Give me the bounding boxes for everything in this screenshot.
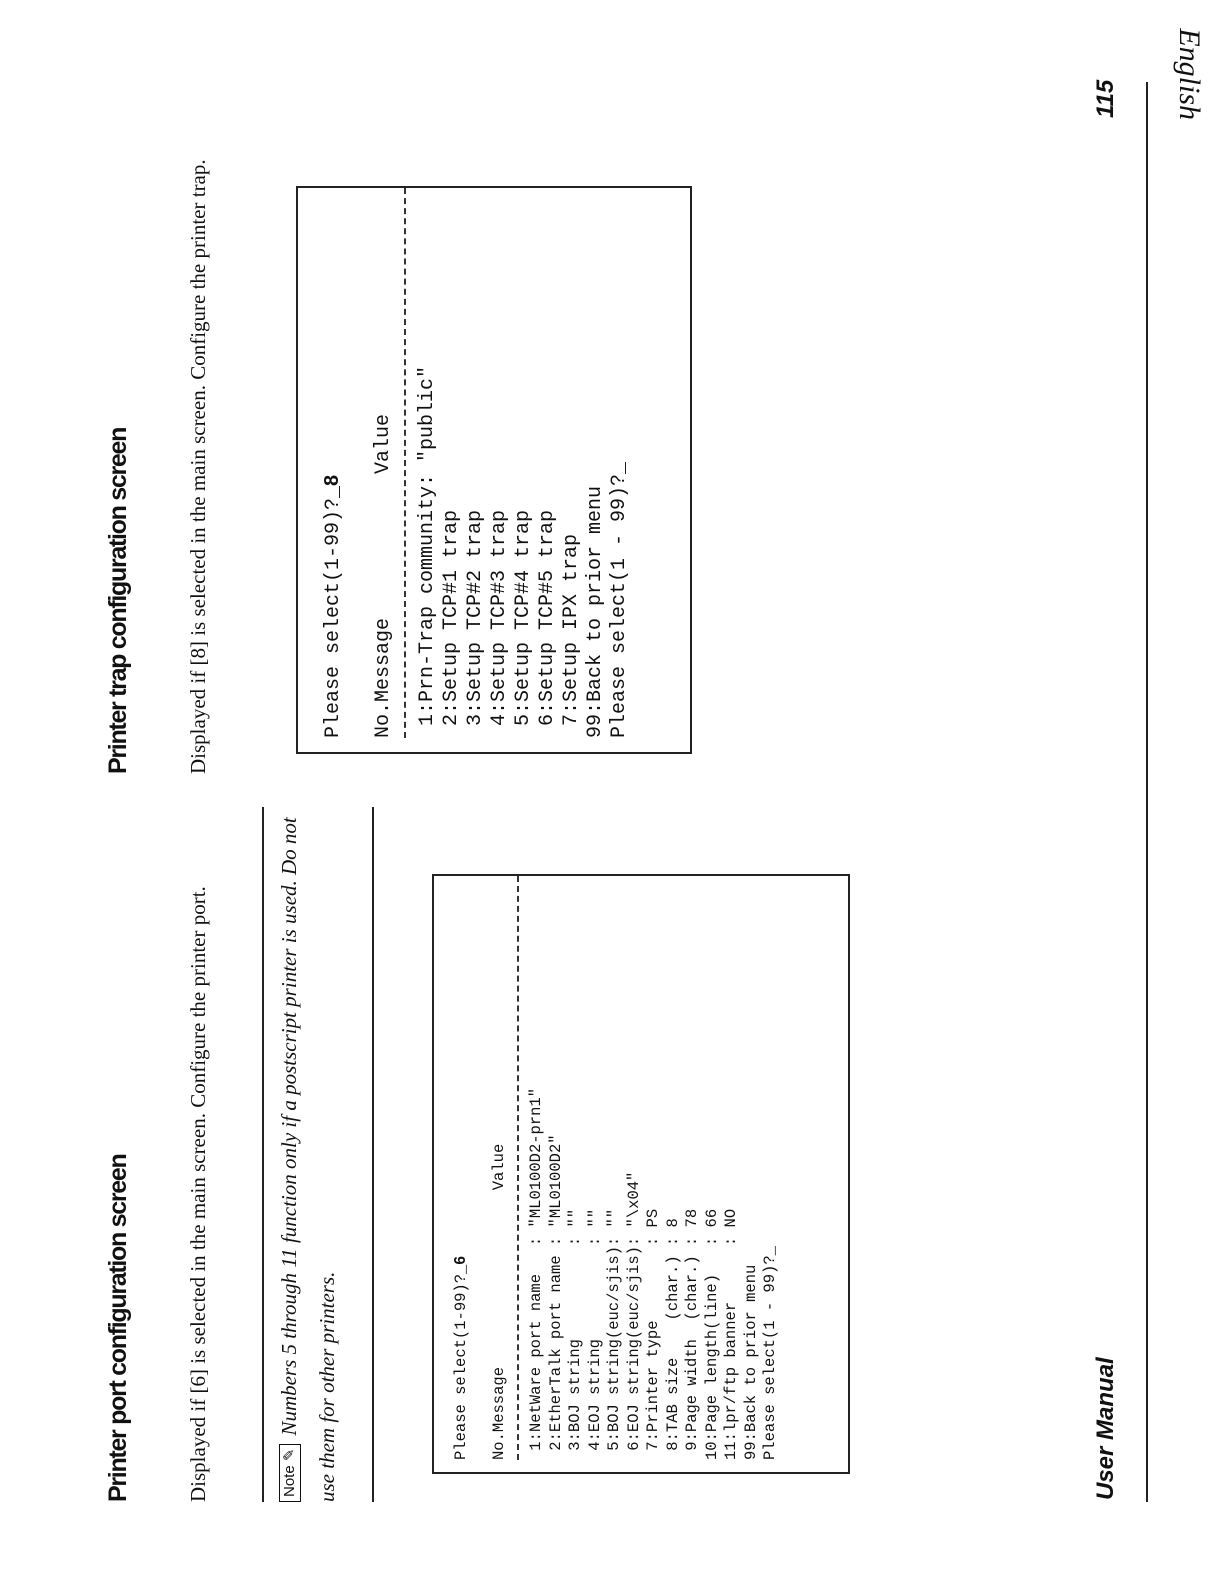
terminal-row: 5:Setup TCP#4 trap bbox=[512, 509, 535, 738]
right-section-heading: Printer trap configuration screen bbox=[104, 427, 132, 774]
terminal-row: 1:NetWare port name : "ML0100D2-prn1" bbox=[527, 1087, 545, 1460]
prompt-text: Please select(1-99)?_ bbox=[322, 485, 345, 738]
footer-rule bbox=[1146, 82, 1148, 1502]
terminal-row: 99:Back to prior menu bbox=[584, 485, 607, 738]
right-section-intro: Displayed if [8] is selected in the main screen. Configure the printer trap. bbox=[186, 159, 210, 774]
note-badge-label: Note bbox=[281, 1465, 298, 1497]
terminal-row: 7:Setup IPX trap bbox=[560, 533, 583, 738]
terminal-row: 99:Back to prior menu bbox=[741, 1264, 760, 1460]
prompt-input: 8 bbox=[321, 474, 343, 486]
terminal-row: 6:Setup TCP#5 trap bbox=[536, 509, 559, 738]
left-section-intro: Displayed if [6] is selected in the main screen. Configure the printer port. bbox=[186, 886, 210, 1502]
prompt-input: 6 bbox=[452, 1256, 469, 1265]
terminal-prompt bbox=[320, 188, 346, 738]
terminal-row: 2:Setup TCP#1 trap bbox=[440, 509, 463, 738]
printer-port-terminal-screen bbox=[432, 874, 850, 1474]
terminal-row: 4:EOJ string : "" bbox=[585, 1208, 604, 1460]
terminal-column-header: No.Message Value bbox=[489, 1143, 508, 1460]
terminal-row: 10:Page length(line) : 66 bbox=[702, 1208, 721, 1460]
terminal-row: 3:Setup TCP#2 trap bbox=[464, 509, 487, 738]
note-badge: Note ✎ bbox=[279, 1444, 301, 1502]
terminal-row: 4:Setup TCP#3 trap bbox=[488, 509, 511, 738]
terminal-row: 2:EtherTalk port name : "ML0100D2" bbox=[546, 1134, 565, 1460]
footer-page-number: 115 bbox=[1092, 79, 1119, 118]
language-tab-label: English bbox=[1173, 28, 1206, 120]
prompt-text: Please select(1-99)?_ bbox=[452, 1264, 470, 1460]
terminal-row: 8:TAB size (char.) : 8 bbox=[663, 1218, 682, 1460]
terminal-row: 5:BOJ string(euc/sjis): "" bbox=[605, 1208, 623, 1460]
terminal-column-header: No.Message Value bbox=[372, 413, 395, 738]
printer-trap-terminal-screen bbox=[296, 186, 692, 754]
left-section-heading: Printer port configuration screen bbox=[104, 1154, 132, 1502]
note-text: Numbers 5 through 11 function only if a postscript printer is used. Do not use them for other printers. bbox=[277, 817, 339, 1502]
terminal-row: 3:BOJ string : "" bbox=[566, 1208, 584, 1460]
terminal-row: 9:Page width (char.) : 78 bbox=[683, 1208, 701, 1460]
terminal-prompt bbox=[451, 876, 472, 1460]
terminal-row: 11:lpr/ftp banner : NO bbox=[722, 1208, 740, 1460]
terminal-row: 7:Printer type : PS bbox=[644, 1208, 662, 1460]
terminal-row: 1:Prn-Trap community: "public" bbox=[416, 365, 439, 738]
note-bottom-rule bbox=[372, 807, 374, 1502]
note-block bbox=[270, 802, 346, 1502]
note-top-rule bbox=[262, 807, 264, 1502]
terminal-input-prompt: Please select(1 - 99)?_ bbox=[608, 461, 631, 738]
terminal-input-prompt: Please select(1 - 99)?_ bbox=[761, 1246, 779, 1460]
terminal-row: 6:EOJ string(euc/sjis): "\x04" bbox=[624, 1171, 643, 1460]
footer-manual-title: User Manual bbox=[1092, 1357, 1119, 1500]
